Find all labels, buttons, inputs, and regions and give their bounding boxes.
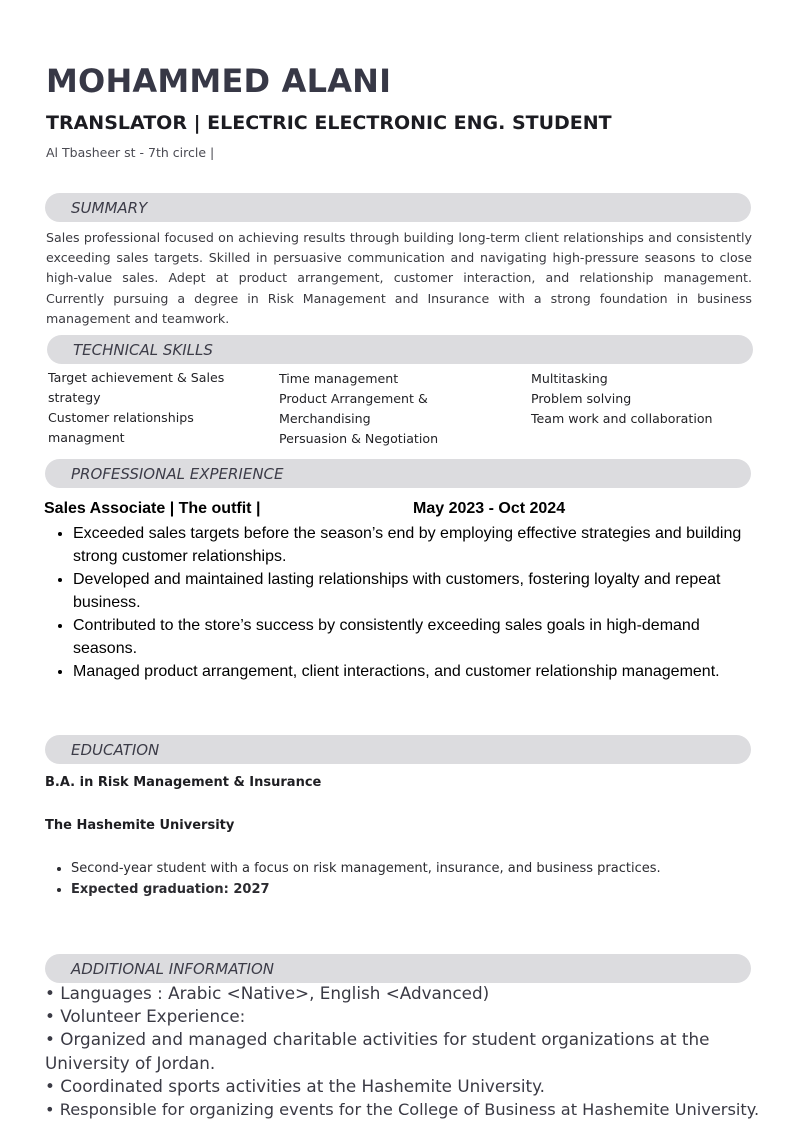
- skill-item: Target achievement & Sales strategy: [48, 370, 225, 405]
- education-degree: B.A. in Risk Management & Insurance: [45, 775, 322, 790]
- additional-info-item: • Languages : Arabic <Native>, English <Advanced): [45, 983, 490, 1003]
- education-bullet: • Expected graduation: 2027: [71, 879, 771, 900]
- education-bullet: • Second-year student with a focus on risk management, insurance, and business practices.: [71, 858, 771, 879]
- experience-section-header: [45, 459, 751, 488]
- job-dates: May 2023 - Oct 2024: [413, 500, 566, 517]
- skill-item: Team work and collaboration: [531, 411, 713, 426]
- skills-heading: TECHNICAL SKILLS: [73, 341, 213, 359]
- job-bullet: • Developed and maintained lasting relationships with customers, fostering loyalty and repeat business.: [73, 568, 763, 614]
- education-section-header: [45, 735, 751, 764]
- skills-section-header: [47, 335, 753, 364]
- job-bullet-list: [44, 522, 763, 683]
- summary-section-header: [45, 193, 751, 222]
- education-bullet-list: [45, 858, 771, 900]
- skill-item: Customer relationships managment: [48, 410, 194, 445]
- job-bullet: • Managed product arrangement, client interactions, and customer relationship management.: [73, 660, 763, 683]
- skills-column-1: [48, 368, 248, 448]
- candidate-address: Al Tbasheer st - 7th circle |: [46, 145, 215, 160]
- education-school: The Hashemite University: [45, 818, 235, 833]
- additional-section-header: [45, 954, 751, 983]
- skills-column-2: [279, 369, 479, 449]
- job-bullet: • Exceeded sales targets before the season’s end by employing effective strategies and building strong customer relationships.: [73, 522, 763, 568]
- additional-heading: ADDITIONAL INFORMATION: [71, 960, 275, 978]
- additional-info-item: • Volunteer Experience:: [45, 1006, 246, 1027]
- job-title: Sales Associate | The outfit |: [44, 500, 261, 517]
- skill-item: Time management: [279, 371, 399, 386]
- summary-text: Sales professional focused on achieving results through building long-term client relationships and consistently exceeding sales targets. Skilled in persuasive communication and navigating high-pressure seasons to close high-value sales. Adept at product arrangement, customer interaction, and relationship management. Currently pursuing a degree in Risk Management and Insurance with a strong foundation in business management and teamwork.: [46, 230, 752, 326]
- additional-info-list: [45, 982, 797, 1121]
- additional-info-item: • Coordinated sports activities at the Hashemite University.: [45, 1075, 545, 1096]
- candidate-name: MOHAMMED ALANI: [46, 62, 392, 100]
- summary-heading: SUMMARY: [71, 199, 148, 217]
- skills-column-3: [531, 369, 761, 429]
- job-bullet: • Contributed to the store’s success by consistently exceeding sales goals in high-demand seasons.: [73, 614, 763, 660]
- additional-info-item: • Organized and managed charitable activities for student organizations at the University of Jordan.: [45, 1029, 710, 1073]
- skill-item: Problem solving: [531, 391, 632, 406]
- skill-item: Product Arrangement & Merchandising: [279, 391, 428, 426]
- experience-heading: PROFESSIONAL EXPERIENCE: [71, 465, 284, 483]
- education-heading: EDUCATION: [71, 741, 160, 759]
- candidate-title: TRANSLATOR | ELECTRIC ELECTRONIC ENG. STUDENT: [46, 112, 612, 134]
- additional-info-item: • Responsible for organizing events for the College of Business at Hashemite University.: [45, 1100, 760, 1120]
- skill-item: Persuasion & Negotiation: [279, 431, 439, 446]
- skill-item: Multitasking: [531, 371, 608, 386]
